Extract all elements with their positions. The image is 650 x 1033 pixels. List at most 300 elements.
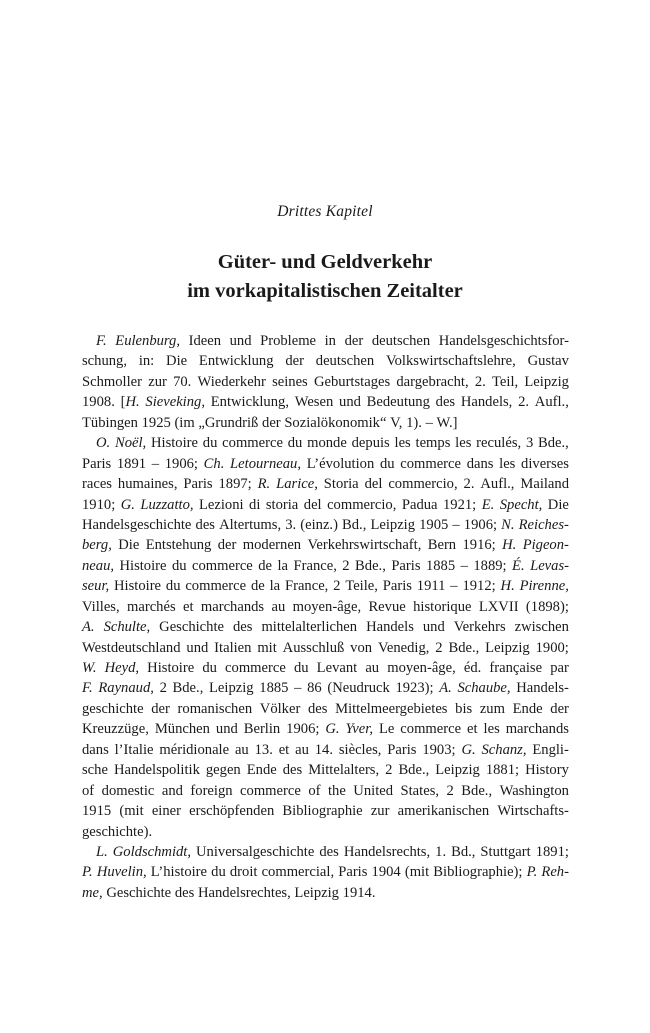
word [455, 699, 472, 719]
text-line [82, 617, 569, 637]
author-name: Goldschmidt, [112, 843, 192, 860]
text-run: Bedeutung [366, 394, 430, 411]
word [82, 699, 144, 719]
text-run: au [365, 660, 380, 676]
text-run: zwischen [514, 619, 569, 636]
text-run: les [394, 435, 411, 452]
text-run: Ausschluß [282, 639, 345, 656]
text-run: Le [378, 721, 395, 738]
word [461, 781, 492, 801]
word [499, 454, 515, 474]
text-run: Revue [368, 598, 406, 615]
word [127, 597, 176, 617]
word [398, 801, 490, 821]
text-run: Bde., [538, 435, 569, 452]
word [279, 740, 290, 760]
chapter-label: Drittes Kapitel [277, 203, 373, 220]
text-run: 1881; [485, 762, 520, 779]
word [285, 515, 296, 535]
word [198, 413, 258, 433]
word [433, 862, 522, 882]
text-run: 1906; [164, 455, 198, 472]
text-run: Leipzig [370, 516, 416, 533]
author-name: F. [96, 333, 107, 349]
word [343, 883, 376, 903]
bibliography-paragraph [82, 331, 569, 433]
word [523, 535, 569, 555]
word [489, 658, 542, 678]
word [140, 495, 193, 515]
word [286, 719, 319, 739]
word [536, 638, 569, 658]
word [276, 474, 318, 494]
text-run: du [211, 864, 226, 881]
author-name: N. [501, 516, 515, 533]
word [165, 454, 198, 474]
word [151, 699, 170, 719]
word [214, 638, 251, 658]
text-run: Storia [323, 476, 359, 493]
text-run: éd. [463, 660, 482, 676]
word [480, 474, 514, 494]
word [82, 638, 181, 658]
word [385, 760, 392, 780]
word [230, 331, 252, 351]
word [435, 842, 446, 862]
bibliography-paragraph [82, 842, 569, 903]
text-line [82, 413, 569, 433]
text-run: V, [390, 414, 403, 431]
text-run: Handelsgeschichte [82, 516, 192, 533]
author-name: G. [461, 741, 476, 758]
word [387, 740, 416, 760]
text-run: Kreuzzüge, [82, 721, 149, 738]
text-run: – [294, 680, 302, 697]
text-run: du [293, 660, 309, 676]
word [82, 372, 142, 392]
text-line [82, 474, 569, 494]
word [439, 678, 452, 698]
word [115, 331, 180, 351]
word [370, 515, 415, 535]
word [325, 719, 339, 739]
word [82, 617, 95, 637]
text-line [82, 781, 569, 801]
text-run: commercial, [261, 864, 335, 881]
text-run: monde [307, 435, 347, 452]
word [388, 474, 457, 494]
word [400, 454, 461, 474]
word [295, 392, 334, 412]
text-run: Geschichte [159, 619, 224, 636]
word [259, 678, 288, 698]
text-run: der [344, 333, 364, 349]
word [203, 433, 218, 453]
word [244, 719, 280, 739]
text-run: races [82, 476, 112, 493]
text-line [82, 454, 569, 474]
author-name: Letourneau, [230, 455, 301, 472]
word [211, 392, 289, 412]
word [390, 413, 402, 433]
word [526, 597, 569, 617]
text-line [82, 495, 569, 515]
text-run: 1). [406, 414, 422, 431]
word [485, 638, 530, 658]
word [365, 474, 383, 494]
author-name: Huvelin, [96, 864, 147, 881]
text-run: depuis [351, 435, 390, 452]
word [219, 515, 281, 535]
word [196, 515, 215, 535]
text-run: 2. [518, 394, 530, 411]
text-run: del [364, 476, 383, 493]
author-name: Sieveking, [145, 394, 205, 411]
word [294, 678, 301, 698]
text-run: 13. [254, 741, 273, 758]
word [342, 515, 366, 535]
word [218, 535, 237, 555]
word [484, 719, 500, 739]
word [435, 638, 442, 658]
text-run: der [151, 700, 170, 717]
word [521, 454, 569, 474]
word [518, 392, 529, 412]
text-run: des [282, 762, 303, 779]
word [372, 331, 430, 351]
word [82, 392, 115, 412]
word [119, 801, 143, 821]
word [82, 495, 115, 515]
word [464, 474, 475, 494]
word [319, 842, 338, 862]
word [104, 617, 151, 637]
text-run: Die [166, 353, 188, 370]
chapter-title-line: im vorkapitalistischen Zeitalter [187, 280, 463, 302]
text-run: Leipzig [485, 639, 530, 656]
word [282, 801, 362, 821]
word [475, 372, 486, 392]
word [117, 454, 146, 474]
text-run: Gustav [527, 353, 569, 370]
text-run: des [435, 394, 456, 411]
word [222, 433, 283, 453]
text-run: zum [479, 700, 505, 717]
word [314, 372, 390, 392]
word [416, 433, 451, 453]
word [476, 433, 521, 453]
text-run: erschöpfenden [189, 803, 275, 820]
word [482, 740, 527, 760]
text-run: commercio, [327, 496, 397, 513]
text-run: Entwicklung, [210, 394, 289, 411]
text-run: 1889; [473, 557, 507, 574]
text-line [82, 822, 569, 842]
word [451, 842, 475, 862]
word [419, 515, 448, 535]
bibliography-paragraph [82, 433, 569, 842]
text-run: du [202, 435, 218, 452]
word [262, 862, 335, 882]
text-run: Die [547, 496, 569, 513]
chapter-title-line: Güter- und Geldverkehr [217, 251, 433, 273]
author-name: Eulenburg, [115, 333, 180, 349]
text-run: Teil, [492, 373, 519, 390]
word [139, 351, 154, 371]
text-run: geschichte). [82, 823, 153, 840]
word [464, 658, 481, 678]
word [145, 392, 205, 412]
text-line [82, 372, 569, 392]
text-run: deutschen [371, 333, 431, 349]
word [325, 331, 336, 351]
text-run: commerce [400, 721, 462, 738]
text-run: Washington [499, 782, 569, 799]
text-run: „Grundriß [198, 414, 259, 431]
text-run: Bd., [451, 843, 476, 860]
word [218, 474, 251, 494]
text-run: [ [120, 394, 126, 411]
text-run: Westdeutschland [82, 639, 181, 656]
text-run: Berlin [243, 721, 281, 738]
text-run: Tübingen [82, 414, 138, 431]
word [413, 597, 471, 617]
word [151, 862, 207, 882]
word [339, 392, 361, 412]
word [378, 638, 429, 658]
text-run: geschichte [82, 700, 144, 717]
word [189, 331, 221, 351]
text-run: 1912; [462, 578, 496, 595]
text-run: France, [284, 578, 329, 595]
word [308, 699, 327, 719]
word [502, 535, 516, 555]
text-run: Bibliographie [282, 803, 363, 820]
word [515, 617, 569, 637]
text-run: 1925 [141, 414, 171, 431]
word [199, 495, 244, 515]
word [266, 495, 298, 515]
text-line [82, 331, 569, 351]
text-run: Bde., [172, 680, 204, 697]
text-run: Engli- [532, 741, 569, 758]
text-run: par [550, 660, 569, 676]
word [524, 372, 569, 392]
word [327, 495, 396, 515]
text-run: (mit [119, 803, 144, 820]
text-run: Mittelmeergebietes [335, 700, 448, 717]
text-line [82, 658, 569, 678]
text-line [82, 842, 569, 862]
text-line [82, 678, 569, 698]
text-run: Paris [82, 455, 112, 472]
text-run: Leipzig [524, 373, 569, 390]
text-run: Mailand [520, 476, 569, 493]
text-run: et [467, 721, 478, 738]
text-run: – [450, 578, 458, 595]
word [202, 658, 217, 678]
text-run: deutschen [315, 353, 375, 370]
text-run: Histoire [114, 578, 162, 595]
text-run: Handels [366, 619, 414, 636]
text-run: di [249, 496, 261, 513]
word [174, 413, 194, 433]
word [201, 597, 264, 617]
text-run: Wesen [294, 394, 334, 411]
text-line [82, 719, 569, 739]
word [113, 842, 191, 862]
text-run: au [295, 741, 309, 758]
text-run: Volkswirtschaftslehre, [385, 353, 516, 370]
text-run: der [285, 353, 304, 370]
word [82, 597, 120, 617]
author-name: G. [325, 721, 340, 738]
text-run: Entstehung [145, 537, 212, 554]
word [365, 658, 379, 678]
word [230, 862, 258, 882]
word [148, 372, 167, 392]
word [328, 781, 346, 801]
text-run: Handelsrechts, [343, 843, 431, 860]
word [308, 760, 379, 780]
word [467, 719, 478, 739]
text-run: United [353, 782, 394, 799]
text-run: reculés, [476, 435, 522, 452]
word [398, 760, 429, 780]
text-run: Bde., [398, 762, 430, 779]
word [307, 433, 347, 453]
text-run: sche [82, 762, 108, 779]
word [175, 883, 194, 903]
text-run: Paris [387, 741, 417, 758]
word [97, 862, 147, 882]
word [530, 556, 569, 576]
word [198, 372, 266, 392]
word [371, 801, 390, 821]
text-run: commerce [185, 578, 247, 595]
text-run: Schmoller [82, 373, 142, 390]
author-name: A. [82, 619, 95, 636]
word [379, 719, 394, 739]
word [327, 678, 389, 698]
text-line [82, 801, 569, 821]
word [355, 556, 386, 576]
word [461, 740, 475, 760]
text-line [82, 576, 569, 596]
text-run: einer [151, 803, 181, 820]
text-run: temps [415, 435, 451, 452]
word [428, 535, 456, 555]
text-run: des [232, 619, 253, 636]
word [304, 495, 322, 515]
author-name: Pirenne, [519, 578, 569, 595]
text-run: 1891; [535, 843, 569, 860]
text-run: 3 [525, 435, 534, 452]
word [436, 392, 455, 412]
word [536, 842, 569, 862]
word [160, 678, 167, 698]
word [486, 760, 519, 780]
text-run: Bde., [448, 639, 480, 656]
text-run: Handelsgeschichtsfor- [438, 333, 569, 349]
author-name: H. [125, 394, 140, 411]
author-name: Ch. [203, 455, 225, 472]
word [500, 495, 543, 515]
text-run: diverses [521, 455, 569, 472]
word [395, 678, 433, 698]
text-run: L’histoire [150, 864, 208, 881]
text-run: commerce [240, 782, 301, 799]
word [288, 433, 303, 453]
text-run: marchands [200, 598, 265, 615]
word [293, 597, 361, 617]
word [235, 740, 249, 760]
text-run: commerce [222, 435, 283, 452]
text-run: Aufl., [480, 476, 515, 493]
word [155, 719, 210, 739]
text-run: 1904 [371, 864, 401, 881]
word [285, 351, 304, 371]
text-run: Sozialökonomik“ [284, 414, 387, 431]
word [258, 474, 271, 494]
word [206, 760, 241, 780]
word [262, 413, 281, 433]
text-run: LXVII [478, 598, 519, 615]
author-name: Schanz, [481, 741, 527, 758]
word [473, 556, 506, 576]
word [454, 617, 506, 637]
word [541, 862, 569, 882]
text-run: marchés [127, 598, 176, 615]
word [211, 862, 226, 882]
text-run: modernen [242, 537, 302, 554]
word [283, 638, 345, 658]
word [400, 719, 461, 739]
word [151, 433, 198, 453]
word [82, 474, 112, 494]
word [462, 576, 495, 596]
author-name: Reh- [541, 864, 569, 881]
word [353, 781, 393, 801]
word [258, 556, 272, 576]
word [173, 678, 204, 698]
word [324, 474, 359, 494]
word [333, 576, 340, 596]
word [426, 556, 455, 576]
text-run: History [525, 762, 569, 779]
text-run: Paris [391, 557, 421, 574]
text-run: moyen-âge, [387, 660, 456, 676]
word [82, 658, 96, 678]
chapter-title [0, 248, 650, 306]
text-run: und [422, 619, 445, 636]
text-run: française [489, 660, 543, 676]
text-run: und [339, 394, 361, 411]
word [391, 556, 420, 576]
text-run: 2. [474, 373, 486, 390]
word [114, 760, 200, 780]
text-run: Handels- [516, 680, 569, 697]
text-run: – [452, 516, 460, 533]
word [538, 433, 569, 453]
text-line [82, 699, 569, 719]
text-run: States, [400, 782, 440, 799]
word [96, 433, 110, 453]
text-run: romanischen [177, 700, 253, 717]
word [482, 495, 495, 515]
word [142, 413, 171, 433]
word [435, 760, 480, 780]
